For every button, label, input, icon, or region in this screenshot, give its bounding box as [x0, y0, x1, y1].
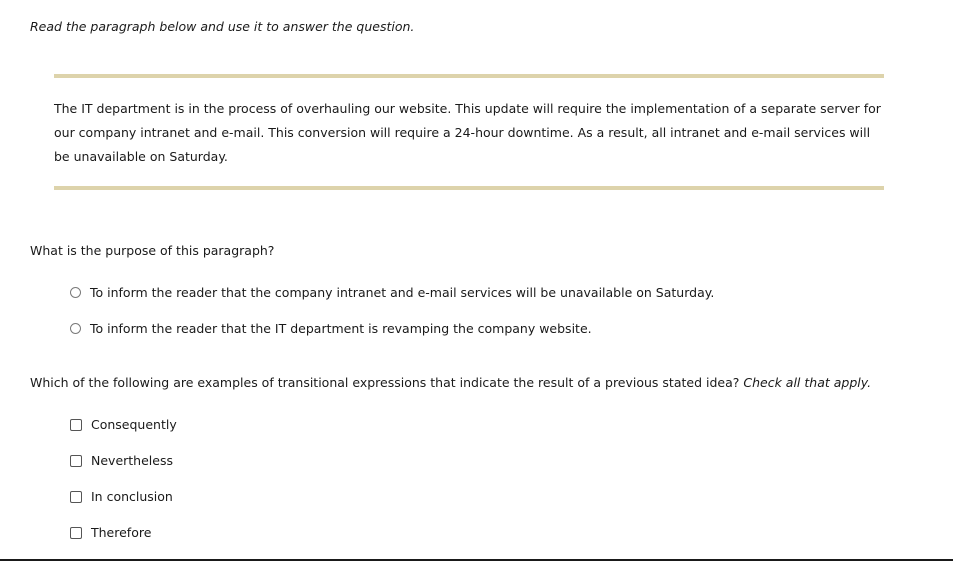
radio-button[interactable] [70, 323, 81, 334]
checkbox[interactable] [70, 527, 82, 539]
q1-option-2-label: To inform the reader that the IT department is revamping the company website. [90, 321, 592, 336]
q1-option-1[interactable] [70, 285, 714, 300]
passage-top-rule [54, 74, 884, 78]
passage-paragraph: The IT department is in the process of overhauling our website. This update will require the implementation of a separate server for our company intranet and e-mail. This conversion will require a 24-hour downtime. As a result, all intranet and e-mail services will be unavailable on Saturday. [54, 101, 881, 164]
question-2-prompt [30, 375, 871, 390]
q1-option-1-label: To inform the reader that the company intranet and e-mail services will be unavailable on Saturday. [90, 285, 715, 300]
checkbox[interactable] [70, 455, 82, 467]
q1-option-2[interactable] [70, 321, 592, 336]
q2-option-nevertheless[interactable] [70, 453, 173, 468]
question-2-text: Which of the following are examples of transitional expressions that indicate the result of a previous stated idea? [30, 375, 740, 390]
q2-option-in-conclusion[interactable] [70, 489, 173, 504]
q2-option-1-label: Consequently [91, 417, 177, 432]
q2-option-4-label: Therefore [91, 525, 152, 540]
bottom-divider [0, 559, 953, 561]
question-2-hint: Check all that apply. [743, 375, 872, 390]
passage-bottom-rule [54, 186, 884, 190]
checkbox[interactable] [70, 419, 82, 431]
q2-option-consequently[interactable] [70, 417, 177, 432]
instructions-text: Read the paragraph below and use it to answer the question. [30, 19, 415, 34]
radio-button[interactable] [70, 287, 81, 298]
q2-option-therefore[interactable] [70, 525, 151, 540]
question-1-prompt: What is the purpose of this paragraph? [30, 243, 275, 258]
q2-option-3-label: In conclusion [91, 489, 173, 504]
checkbox[interactable] [70, 491, 82, 503]
q2-option-2-label: Nevertheless [91, 453, 173, 468]
